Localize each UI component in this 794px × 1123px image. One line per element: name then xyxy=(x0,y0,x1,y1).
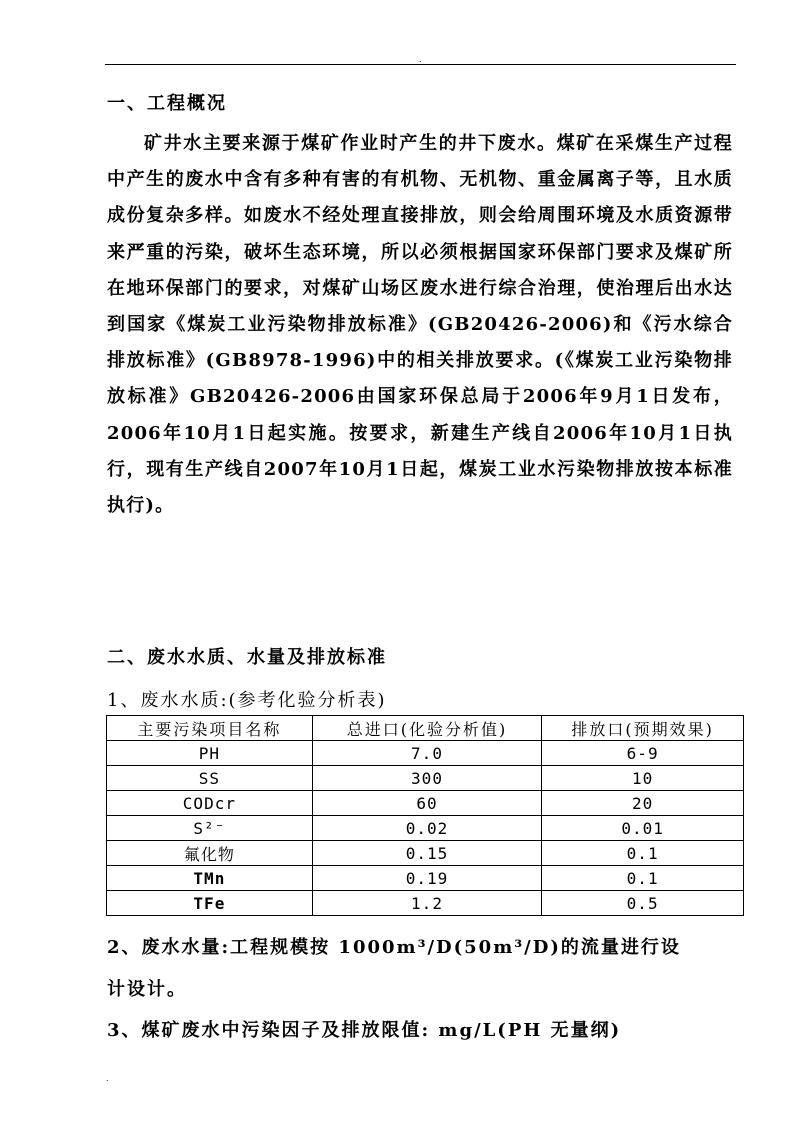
table-row xyxy=(107,791,744,816)
table-cell: 0.5 xyxy=(542,891,744,916)
table-cell: 60 xyxy=(312,791,541,816)
table-cell: 10 xyxy=(542,766,744,791)
table-row xyxy=(107,766,744,791)
table-cell: 0.1 xyxy=(542,866,744,891)
table-header-cell: 主要污染项目名称 xyxy=(107,716,313,741)
table-cell: PH xyxy=(107,741,313,766)
table-cell: TMn xyxy=(107,866,313,891)
table-row xyxy=(107,866,744,891)
table-cell: 0.1 xyxy=(542,841,744,866)
table-row xyxy=(107,741,744,766)
table-cell: TFe xyxy=(107,891,313,916)
header-rule xyxy=(105,64,736,65)
table-header-cell: 总进口(化验分析值) xyxy=(312,716,541,741)
water-volume-line-1: 2、废水水量:工程规模按 1000m³/D(50m³/D)的流量进行设 xyxy=(107,937,681,958)
section-1-title: 一、工程概况 xyxy=(107,93,227,114)
table-row xyxy=(107,841,744,866)
pollutant-limits-label: 3、煤矿废水中污染因子及排放限值: mg/L(PH 无量纲) xyxy=(107,1020,622,1041)
table-cell: 氟化物 xyxy=(107,841,313,866)
table-header-cell: 排放口(预期效果) xyxy=(542,716,744,741)
table-cell: 0.19 xyxy=(312,866,541,891)
table-cell: SS xyxy=(107,766,313,791)
table-cell: 20 xyxy=(542,791,744,816)
table-header-row xyxy=(107,716,744,741)
footer-mark: . xyxy=(106,1074,109,1083)
table-cell: 7.0 xyxy=(312,741,541,766)
table-cell: 1.2 xyxy=(312,891,541,916)
table-cell: 6-9 xyxy=(542,741,744,766)
table-row xyxy=(107,891,744,916)
water-quality-table xyxy=(106,715,744,916)
section-1-paragraph: 矿井水主要来源于煤矿作业时产生的井下废水。煤矿在采煤生产过程中产生的废水中含有多种有害的有机物、无机物、重金属离子等，且水质成份复杂多样。如废水不经处理直接排放，则会给周围环境及水质资源带来严重的污染，破坏生态环境，所以必须根据国家环保部门要求及煤矿所在地环保部门的要求，对煤矿山场区废水进行综合治理，使治理后出水达到国家《煤炭工业污染物排放标准》(GB20426-2006)和《污水综合排放标准》(GB8978-1996)中的相关排放要求。(《煤炭工业污染物排放标准》GB20426-2006由国家环保总局于2006年9月1日发布，2006年10月1日起实施。按要求，新建生产线自2006年10月1日执行，现有生产线自2007年10月1日起，煤炭工业水污染物排放按本标准执行)。 xyxy=(107,133,733,517)
table-cell: 0.15 xyxy=(312,841,541,866)
table-cell: S²⁻ xyxy=(107,816,313,841)
table-cell: 0.02 xyxy=(312,816,541,841)
header-mark: . xyxy=(419,55,422,64)
water-quality-label: 1、废水水质:(参考化验分析表) xyxy=(107,690,387,711)
table-cell: 0.01 xyxy=(542,816,744,841)
water-volume-line-2: 计设计。 xyxy=(107,979,187,1000)
section-2-title: 二、废水水质、水量及排放标准 xyxy=(107,647,387,668)
table-cell: CODcr xyxy=(107,791,313,816)
table-cell: 300 xyxy=(312,766,541,791)
table-row xyxy=(107,816,744,841)
